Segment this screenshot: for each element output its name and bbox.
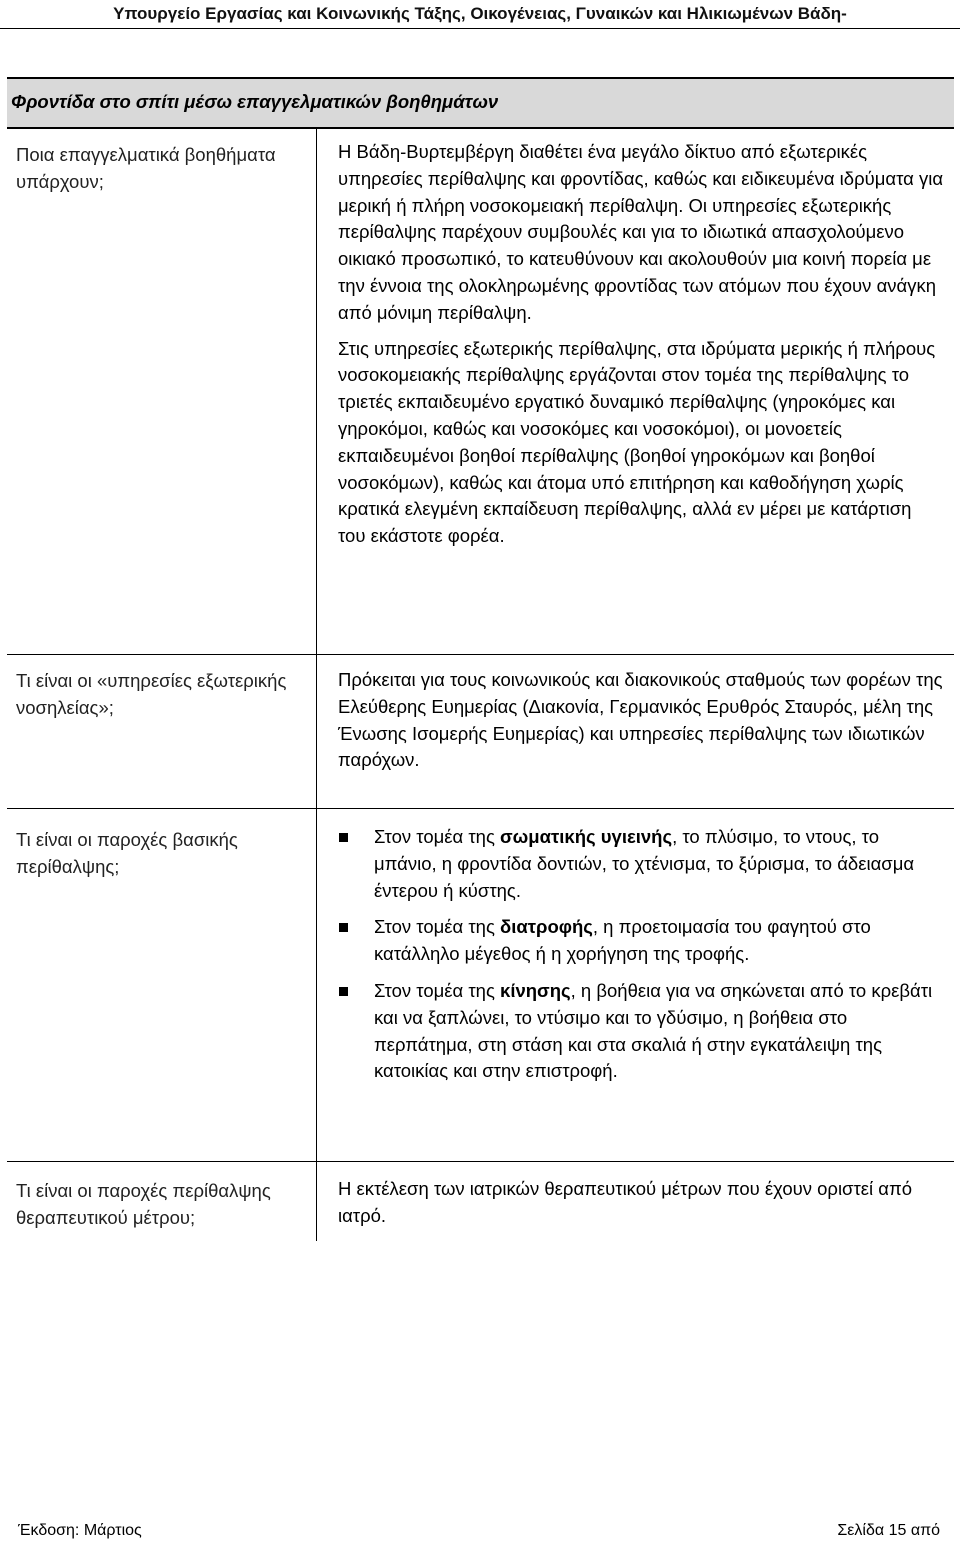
bullet-text-before: Στον τομέα της	[374, 826, 501, 847]
answer-paragraph: Η εκτέλεση των ιατρικών θεραπευτικού μέτρων που έχουν οριστεί από ιατρό.	[338, 1178, 913, 1226]
answer-paragraph: Στις υπηρεσίες εξωτερικής περίθαλψης, στα ιδρύματα μερικής ή πλήρους νοσοκομειακής περίθαλψης εργάζονται στον τομέα της περίθαλψης το τριετές εκπαιδευμένο εργατικό δυναμικό περίθαλψης (γηροκόμες και γηροκόμοι, καθώς και νοσοκόμες και νοσοκόμοι), οι μονοετείς εκπαιδευμένοι βοηθοί περίθαλψης (βοηθοί γηροκόμων και βοηθοί νοσοκόμων), καθώς και άτομα υπό επιτήρηση και καθοδήγηση χωρίς κρατικά ελεγμένη εκπαίδευση περίθαλψης, αλλά εν μέρει με κατάρτιση του εκάστοτε φορέα.	[338, 337, 936, 547]
answer-outpatient-services	[338, 667, 943, 774]
bullet-square-icon	[339, 987, 348, 996]
bullet-bold-term: διατροφής	[500, 916, 593, 938]
bullet-text-before: Στον τομέα της	[374, 916, 501, 938]
row-divider	[7, 808, 954, 809]
answer-paragraph: Πρόκειται για τους κοινωνικούς και διακονικούς σταθμούς των φορέων της Ελεύθερης Ευημερίας (Διακονία, Γερμανικός Ερυθρός Σταυρός, μέλη της Ένωσης Ισομερής Ευημερίας) και υπηρεσίες περίθαλψης των ιδιωτικών παρόχων.	[338, 669, 943, 771]
question-outpatient-services: Τι είναι οι «υπηρεσίες εξωτερικής νοσηλείας»;	[16, 670, 287, 718]
section-heading: Φροντίδα στο σπίτι μέσω επαγγελματικών βοηθημάτων	[11, 91, 499, 112]
list-item	[338, 824, 943, 904]
bullet-square-icon	[339, 923, 348, 932]
bullet-text-before: Στον τομέα της	[374, 979, 501, 1001]
column-divider	[316, 127, 317, 1241]
bullet-text-after: , το πλύσιμο, το ντους, το μπάνιο, η φροντίδα δοντιών, το χτένισμα, το ξύρισμα, το άδειασμα έντερου ή κύστης.	[374, 826, 915, 901]
bullet-text-after: , η βοήθεια για να σηκώνεται από το κρεβάτι και να ξαπλώνει, το ντύσιμο και το γδύσιμο, η βοήθεια στο περπάτημα, στη στάση και στα σκαλιά ή στην εγκατάλειψη της κατοικίας και στην επιστροφή.	[374, 979, 933, 1082]
question-professional-aids: Ποια επαγγελματικά βοηθήματα υπάρχουν;	[16, 144, 276, 192]
list-item	[338, 978, 943, 1085]
footer-page-number: Σελίδα 15 από	[837, 1522, 940, 1539]
answer-professional-aids	[338, 139, 943, 550]
footer-edition: Έκδοση: Μάρτιος	[18, 1522, 142, 1539]
bullet-square-icon	[339, 833, 348, 842]
basic-care-bullet-list	[338, 824, 943, 1095]
section-heading-band	[7, 77, 954, 129]
question-therapeutic-care: Τι είναι οι παροχές περίθαλψης θεραπευτικού μέτρου;	[16, 1180, 271, 1228]
row-divider	[7, 1161, 954, 1162]
bullet-text-after: , η προετοιμασία του φαγητού στο κατάλληλο μέγεθος ή η χορήγηση της τροφής.	[374, 916, 871, 965]
answer-therapeutic-care	[338, 1176, 943, 1230]
answer-paragraph: Η Βάδη-Βυρτεμβέργη διαθέτει ένα μεγάλο δίκτυο από εξωτερικές υπηρεσίες περίθαλψης και φροντίδας, καθώς και ειδικευμένα ιδρύματα για μερική ή πλήρη νοσοκομειακή περίθαλψη. Οι υπηρεσίες εξωτερικής περίθαλψης παρέχουν συμβουλές και για το ιδιωτικά απασχολούμενο οικιακό προσωπικό, το κατευθύνουν και ακολουθούν μια κοινή πορεία με την έννοια της ολοκληρωμένης φροντίδας των ατόμων που έχουν ανάγκη από μόνιμη περίθαλψη.	[338, 141, 944, 323]
row-divider	[7, 654, 954, 655]
bullet-bold-term: κίνησης	[500, 979, 571, 1001]
header-rule	[0, 28, 960, 29]
bullet-bold-term: σωματικής υγιεινής	[500, 826, 673, 847]
list-item	[338, 914, 943, 968]
page-header-title: Υπουργείο Εργασίας και Κοινωνικής Τάξης, Οικογένειας, Γυναικών και Ηλικιωμένων Βάδη-	[113, 4, 847, 23]
question-basic-care: Τι είναι οι παροχές βασικής περίθαλψης;	[16, 829, 238, 877]
